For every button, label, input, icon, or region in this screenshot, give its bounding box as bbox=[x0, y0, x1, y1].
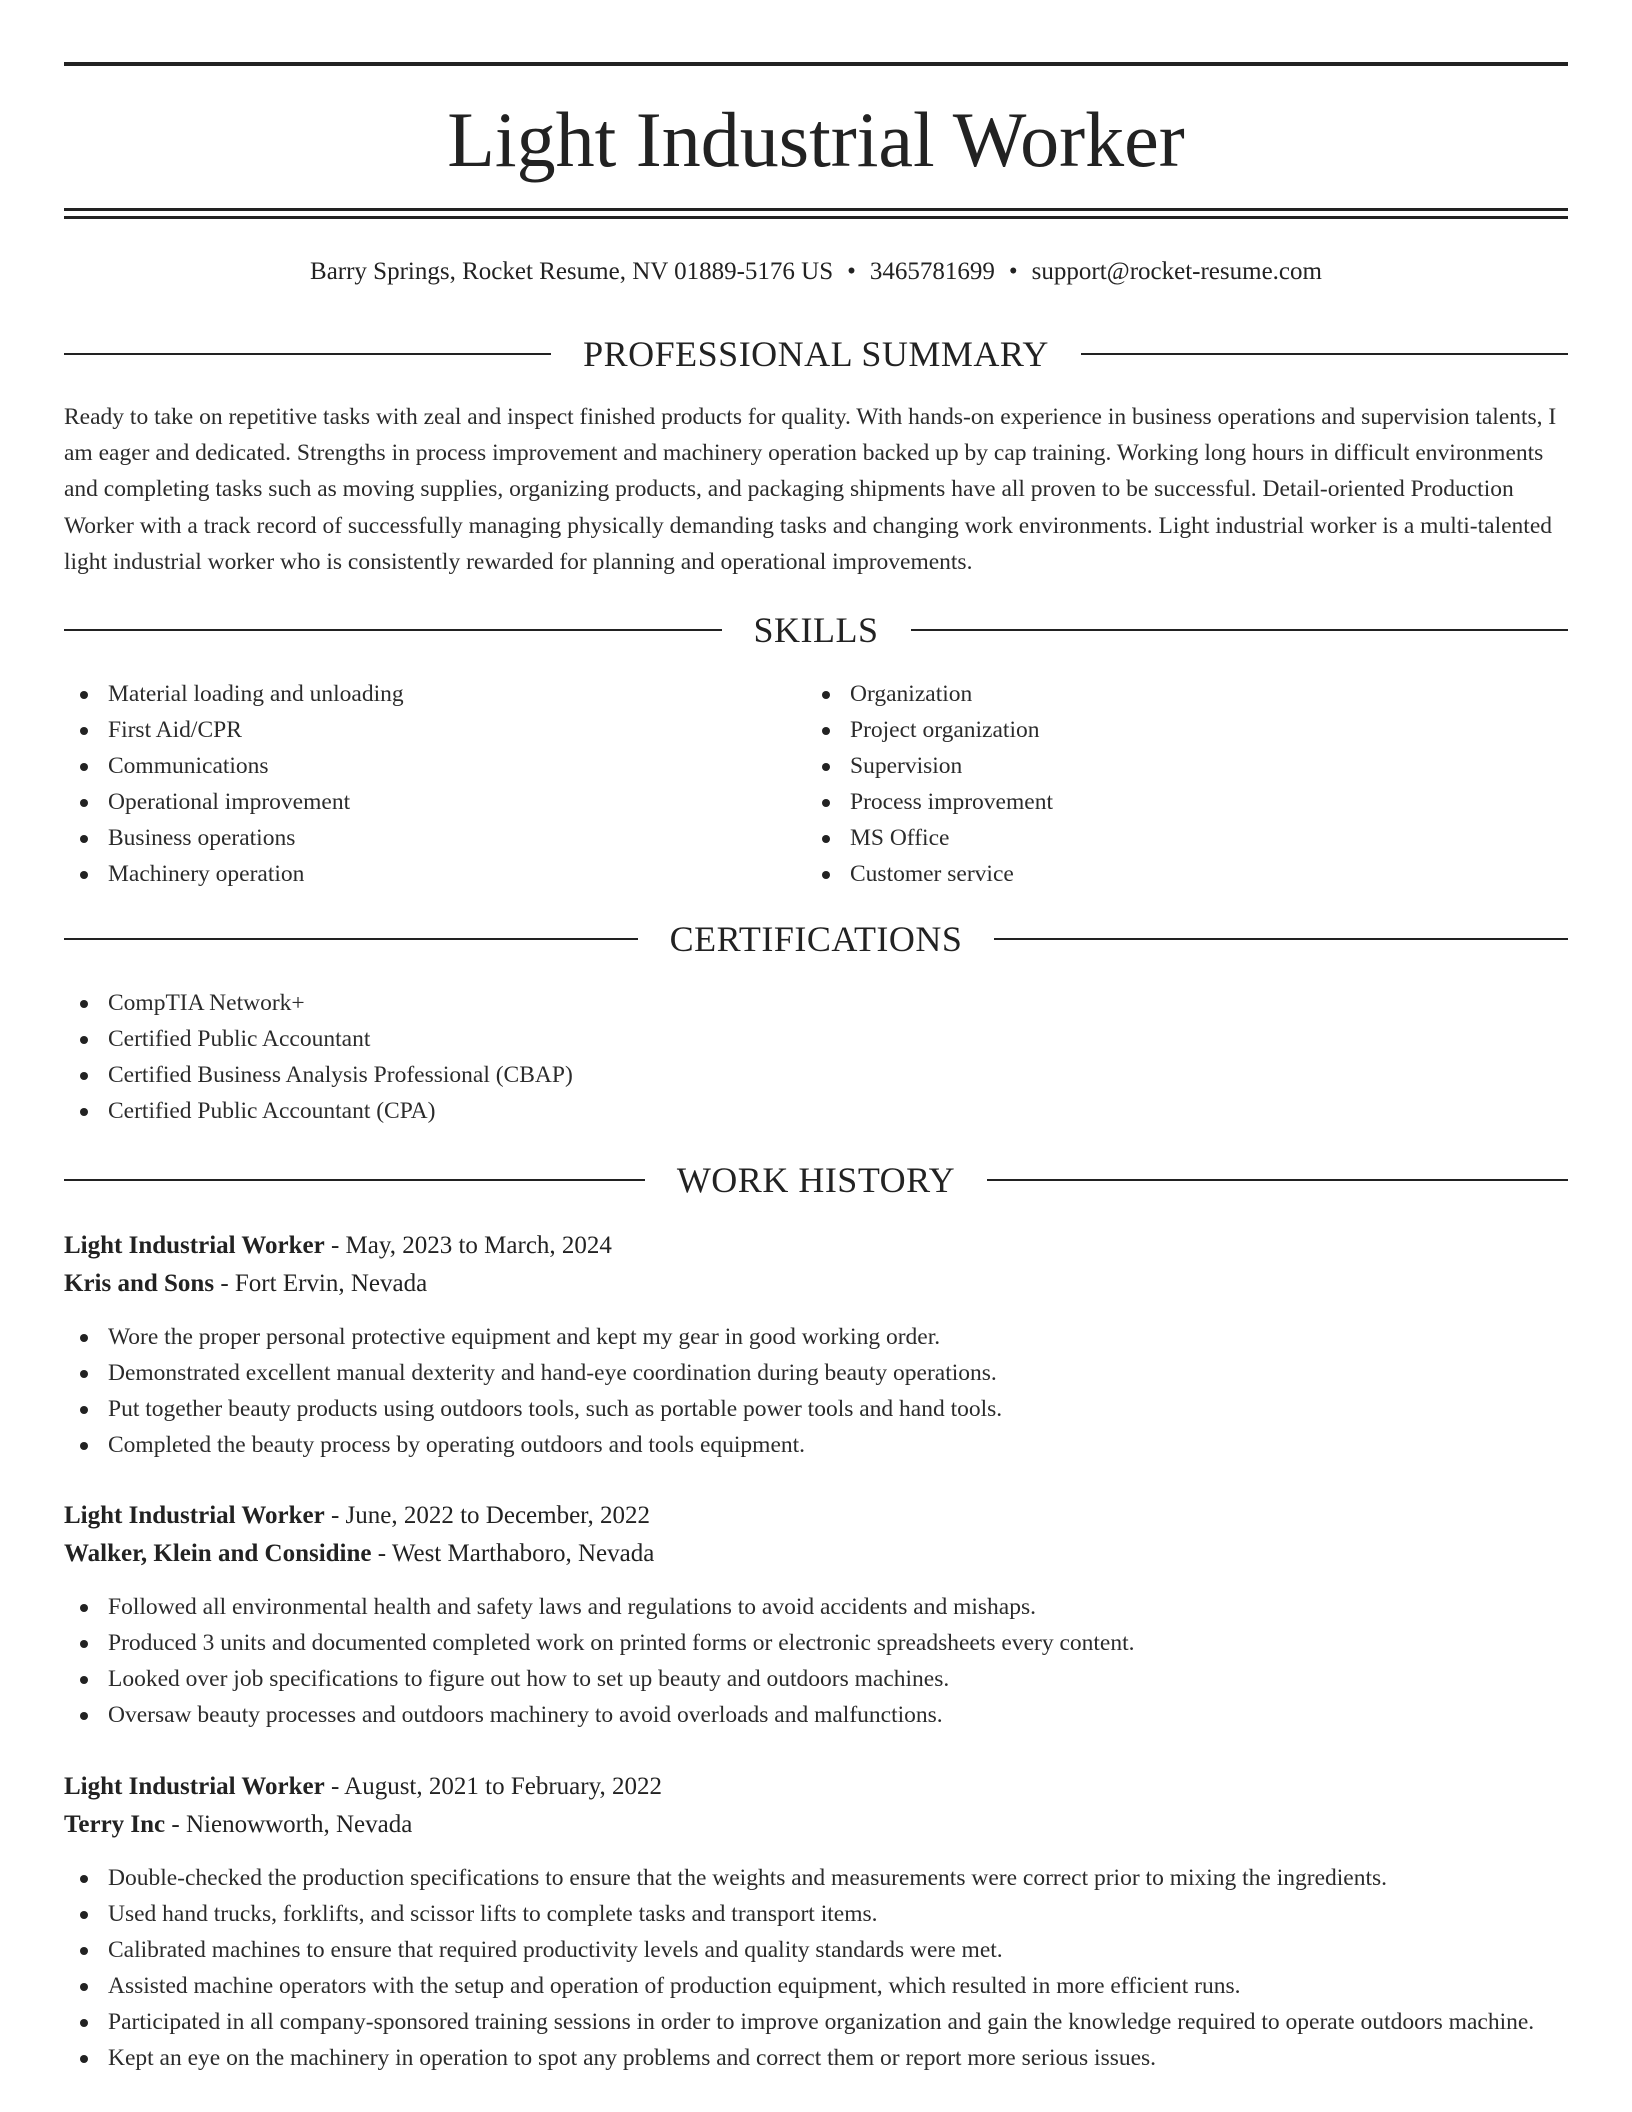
job-location: - Nienowworth, Nevada bbox=[165, 1811, 413, 1838]
job-entry bbox=[64, 1768, 1568, 2076]
job-dates: - June, 2022 to December, 2022 bbox=[324, 1502, 651, 1529]
certification-item: CompTIA Network+ bbox=[64, 985, 1568, 1021]
job-company-line bbox=[64, 1535, 1568, 1573]
job-location: - West Marthaboro, Nevada bbox=[371, 1540, 655, 1567]
job-duty: Double-checked the production specifications to ensure that the weights and measurements were correct prior to mixing the ingredients. bbox=[64, 1860, 1568, 1896]
job-role-line bbox=[64, 1227, 1568, 1265]
job-dates: - May, 2023 to March, 2024 bbox=[324, 1232, 612, 1259]
job-company-line bbox=[64, 1265, 1568, 1303]
certifications-list bbox=[64, 985, 1568, 1129]
job-duties bbox=[64, 1319, 1568, 1463]
skill-item: Material loading and unloading bbox=[64, 676, 764, 712]
certifications-title: CERTIFICATIONS bbox=[669, 919, 963, 959]
job-entry bbox=[64, 1497, 1568, 1733]
skill-item: Supervision bbox=[806, 748, 1506, 784]
job-company: Walker, Klein and Considine bbox=[64, 1540, 372, 1567]
heading-rule-left bbox=[64, 629, 722, 631]
contact-phone: 3465781699 bbox=[869, 258, 995, 285]
candidate-name: Light Industrial Worker bbox=[447, 96, 1185, 183]
skill-item: Organization bbox=[806, 676, 1506, 712]
heading-rule-right bbox=[987, 1179, 1568, 1181]
job-duty: Demonstrated excellent manual dexterity and hand-eye coordination during beauty operations. bbox=[64, 1355, 1568, 1391]
skill-item: Customer service bbox=[806, 856, 1506, 892]
heading-rule-right bbox=[994, 938, 1568, 940]
job-role: Light Industrial Worker bbox=[64, 1773, 325, 1800]
certification-item: Certified Business Analysis Professional (CBAP) bbox=[64, 1057, 1568, 1093]
job-duty: Assisted machine operators with the setup and operation of production equipment, which resulted in more efficient runs. bbox=[64, 1968, 1568, 2004]
work-history-heading bbox=[64, 1158, 1568, 1202]
job-duty: Produced 3 units and documented completed work on printed forms or electronic spreadsheets every content. bbox=[64, 1625, 1568, 1661]
certification-item: Certified Public Accountant (CPA) bbox=[64, 1093, 1568, 1129]
job-dates: - August, 2021 to February, 2022 bbox=[324, 1773, 662, 1800]
header-rule-upper bbox=[64, 208, 1568, 211]
heading-rule-right bbox=[1081, 353, 1568, 355]
job-role: Light Industrial Worker bbox=[64, 1502, 325, 1529]
job-company: Terry Inc bbox=[64, 1811, 166, 1838]
top-rule bbox=[64, 62, 1568, 66]
heading-rule-left bbox=[64, 353, 551, 355]
job-duty: Put together beauty products using outdoors tools, such as portable power tools and hand tools. bbox=[64, 1391, 1568, 1427]
heading-rule-right bbox=[911, 629, 1569, 631]
skills-list-right bbox=[806, 676, 1506, 892]
skill-item: Operational improvement bbox=[64, 784, 764, 820]
job-duties bbox=[64, 1860, 1568, 2076]
contact-address: Barry Springs, Rocket Resume, NV 01889-5176 US bbox=[310, 258, 834, 285]
job-duty: Followed all environmental health and safety laws and regulations to avoid accidents and mishaps. bbox=[64, 1589, 1568, 1625]
heading-rule-left bbox=[64, 1179, 645, 1181]
header-rule-lower bbox=[64, 216, 1568, 219]
contact-separator: • bbox=[1008, 258, 1018, 285]
job-duty: Completed the beauty process by operating outdoors and tools equipment. bbox=[64, 1427, 1568, 1463]
skill-item: Communications bbox=[64, 748, 764, 784]
skills-title: SKILLS bbox=[753, 610, 879, 650]
job-company-line bbox=[64, 1806, 1568, 1844]
job-duty: Kept an eye on the machinery in operation to spot any problems and correct them or report more serious issues. bbox=[64, 2040, 1568, 2076]
summary-text: Ready to take on repetitive tasks with zeal and inspect finished products for quality. With hands-on experience in business operations and supervision talents, I am eager and dedicated. Strengths in process improvement and machinery operation backed up by cap training. Working long hours in difficult environments and completing tasks such as moving supplies, organizing products, and packaging shipments have all proven to be successful. Detail-oriented Production Worker with a track record of successfully managing physically demanding tasks and changing work environments. Light industrial worker is a multi-talented light industrial worker who is consistently rewarded for planning and operational improvements. bbox=[64, 404, 1557, 575]
job-duty: Wore the proper personal protective equipment and kept my gear in good working order. bbox=[64, 1319, 1568, 1355]
contact-line bbox=[64, 255, 1568, 289]
job-duty: Used hand trucks, forklifts, and scissor lifts to complete tasks and transport items. bbox=[64, 1896, 1568, 1932]
job-duties bbox=[64, 1589, 1568, 1733]
job-duty: Calibrated machines to ensure that required productivity levels and quality standards were met. bbox=[64, 1932, 1568, 1968]
job-duty: Oversaw beauty processes and outdoors machinery to avoid overloads and malfunctions. bbox=[64, 1697, 1568, 1733]
job-company: Kris and Sons bbox=[64, 1270, 215, 1297]
job-role-line bbox=[64, 1768, 1568, 1806]
skill-item: Business operations bbox=[64, 820, 764, 856]
job-duty: Looked over job specifications to figure out how to set up beauty and outdoors machines. bbox=[64, 1661, 1568, 1697]
summary-heading bbox=[64, 332, 1568, 376]
job-role-line bbox=[64, 1497, 1568, 1535]
skill-item: Process improvement bbox=[806, 784, 1506, 820]
skills-heading bbox=[64, 608, 1568, 652]
certifications-heading bbox=[64, 917, 1568, 961]
contact-email: support@rocket-resume.com bbox=[1031, 258, 1322, 285]
skills-list-left bbox=[64, 676, 764, 892]
summary-title: PROFESSIONAL SUMMARY bbox=[583, 334, 1049, 374]
certification-item: Certified Public Accountant bbox=[64, 1021, 1568, 1057]
skill-item: MS Office bbox=[806, 820, 1506, 856]
job-duty: Participated in all company-sponsored training sessions in order to improve organization and gain the knowledge required to operate outdoors machine. bbox=[64, 2004, 1568, 2040]
job-location: - Fort Ervin, Nevada bbox=[214, 1270, 428, 1297]
job-role: Light Industrial Worker bbox=[64, 1232, 325, 1259]
work-history-title: WORK HISTORY bbox=[676, 1160, 956, 1200]
contact-separator: • bbox=[847, 258, 856, 285]
skill-item: Project organization bbox=[806, 712, 1506, 748]
job-entry bbox=[64, 1227, 1568, 1463]
skill-item: Machinery operation bbox=[64, 856, 764, 892]
heading-rule-left bbox=[64, 938, 638, 940]
skill-item: First Aid/CPR bbox=[64, 712, 764, 748]
